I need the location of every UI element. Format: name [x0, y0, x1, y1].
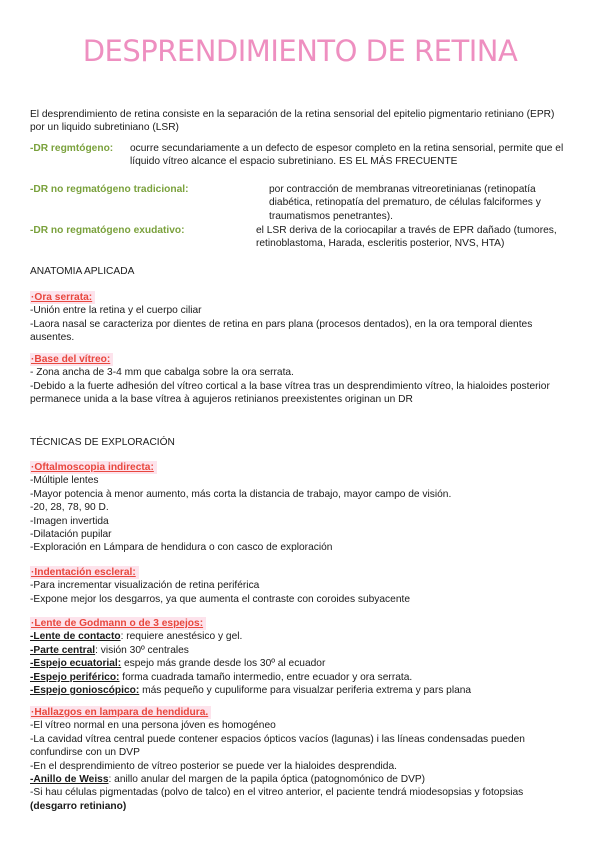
godmann-desc: más pequeño y cupuliforme para visualzar periferia extrema y pars plana [139, 685, 472, 697]
godmann-desc: : requiere anestésico y gel. [120, 631, 243, 643]
base-vitreo-line: - Zona ancha de 3-4 mm que cabalga sobre la ora serrata. [30, 367, 294, 379]
oftalmoscopia-line: -20, 28, 78, 90 D. [30, 502, 109, 514]
type-item [30, 183, 570, 224]
godmann-title: ·Lente de Godmann o de 3 espejos: [30, 617, 206, 630]
godmann-item [30, 630, 570, 643]
type-text: ocurre secundariamente a un defecto de espesor completo en la retina sensorial, permite que el líquido vítreo alcance el espacio subretiniano. ES EL MÁS FRECUENTE [130, 143, 564, 168]
oftalmoscopia-line: -Múltiple lentes [30, 475, 99, 487]
indentacion-section [30, 566, 570, 606]
base-vitreo-section [30, 353, 570, 407]
type-item [30, 142, 570, 183]
oftalmoscopia-title: ·Oftalmoscopia indirecta: [30, 461, 157, 474]
oftalmoscopia-line: -Exploración en Lámpara de hendidura o con casco de exploración [30, 542, 333, 554]
indentacion-line: -Expone mejor los desgarros, ya que aumenta el contraste con coroides subyacente [30, 593, 410, 605]
godmann-term: -Espejo ecuatorial: [30, 658, 122, 670]
type-item [30, 224, 570, 254]
godmann-desc: forma cuadrada tamaño intermedio, entre ecuador y ora serrata. [119, 671, 413, 683]
type-label: -DR no regmatógeno tradicional: [30, 184, 189, 195]
hallazgos-bold: (desgarro retiniano) [30, 800, 127, 812]
anatomy-heading: ANATOMIA APLICADA [30, 266, 135, 277]
godmann-term: -Espejo periférico: [30, 671, 120, 683]
page-title: DESPRENDIMIENTO DE RETINA [82, 34, 518, 68]
godmann-term: -Lente de contacto [30, 631, 121, 643]
ora-serrata-line: -Laora nasal se caracteriza por dientes de retina en pars plana (procesos dentados), en la ora temporal dientes ausentes. [30, 318, 533, 344]
hallazgos-line: -Si hau células pigmentadas (polvo de talco) en el vitreo anterior, el paciente tendrá miodesopsias y fotopsias [30, 787, 524, 799]
hallazgos-title: ·Hallazgos en lampara de hendidura. [30, 706, 211, 719]
hallazgos-item [30, 773, 570, 786]
base-vitreo-line: -Debido a la fuerte adhesión del vítreo cortical a la base vítrea tras un desprendimiento vítreo, la hialoides posterior permanece unida a la base vítrea à agujeros retinianos preexistentes originan un DR [30, 380, 550, 406]
godmann-item [30, 644, 570, 657]
types-list [30, 142, 570, 254]
weiss-term: -Anillo de Weiss [30, 774, 109, 786]
intro-paragraph [30, 108, 570, 135]
ora-serrata-line: -Unión entre la retina y el cuerpo ciliar [30, 305, 202, 317]
type-label: -DR no regmatógeno exudativo: [30, 225, 185, 236]
godmann-item [30, 657, 570, 670]
indentacion-line: -Para incrementar visualización de retina periférica [30, 580, 260, 592]
godmann-item [30, 671, 570, 684]
hallazgos-section [30, 706, 570, 813]
hallazgos-line: -La cavidad vítrea central puede contener espacios ópticos vacíos (lagunas) i las líneas condensadas pueden confundirse con un DVP [30, 733, 525, 759]
hallazgos-line: -En el desprendimiento de vítreo posterior se puede ver la hialoides desprendida. [30, 760, 397, 772]
godmann-term: -Parte central [30, 644, 96, 656]
godmann-item [30, 684, 570, 697]
oftalmoscopia-line: -Dilatación pupilar [30, 529, 112, 541]
hallazgos-item [30, 786, 570, 813]
type-text: por contracción de membranas vitreoretinianas (retinopatía diabética, retinopatía del prematuro, de células falciformes y traumatismos penetrantes). [269, 184, 541, 222]
ora-serrata-title: ·Ora serrata: [30, 291, 95, 304]
godmann-section [30, 617, 570, 697]
godmann-desc: : visión 30º centrales [95, 644, 189, 656]
weiss-desc: : anillo anular del margen de la papila óptica (patognomónico de DVP) [108, 774, 426, 786]
type-text: el LSR deriva de la coriocapilar a través de EPR dañado (tumores, retinoblastoma, Harada, escleritis posterior, NVS, HTA) [256, 225, 557, 250]
techniques-heading: TÉCNICAS DE EXPLORACIÓN [30, 437, 175, 448]
hallazgos-line: -El vítreo normal en una persona jóven es homogéneo [30, 720, 276, 732]
oftalmoscopia-line: -Mayor potencia à menor aumento, más corta la distancia de trabajo, mayor campo de visión. [30, 488, 452, 500]
indentacion-title: ·Indentación escleral: [30, 566, 139, 579]
godmann-desc: espejo más grande desde los 30º al ecuador [121, 658, 326, 670]
godmann-term: -Espejo gonioscópico: [30, 685, 140, 697]
type-label: -DR regmtógeno: [30, 143, 114, 154]
base-vitreo-title: ·Base del vítreo: [30, 353, 113, 366]
oftalmoscopia-line: -Imagen invertida [30, 515, 109, 527]
oftalmoscopia-section [30, 461, 570, 555]
ora-serrata-section [30, 291, 570, 345]
intro-text: El desprendimiento de retina consiste en la separación de la retina sensorial del epitelio pigmentario retiniano (EPR) por un liquido subretiniano (LSR) [30, 109, 555, 134]
